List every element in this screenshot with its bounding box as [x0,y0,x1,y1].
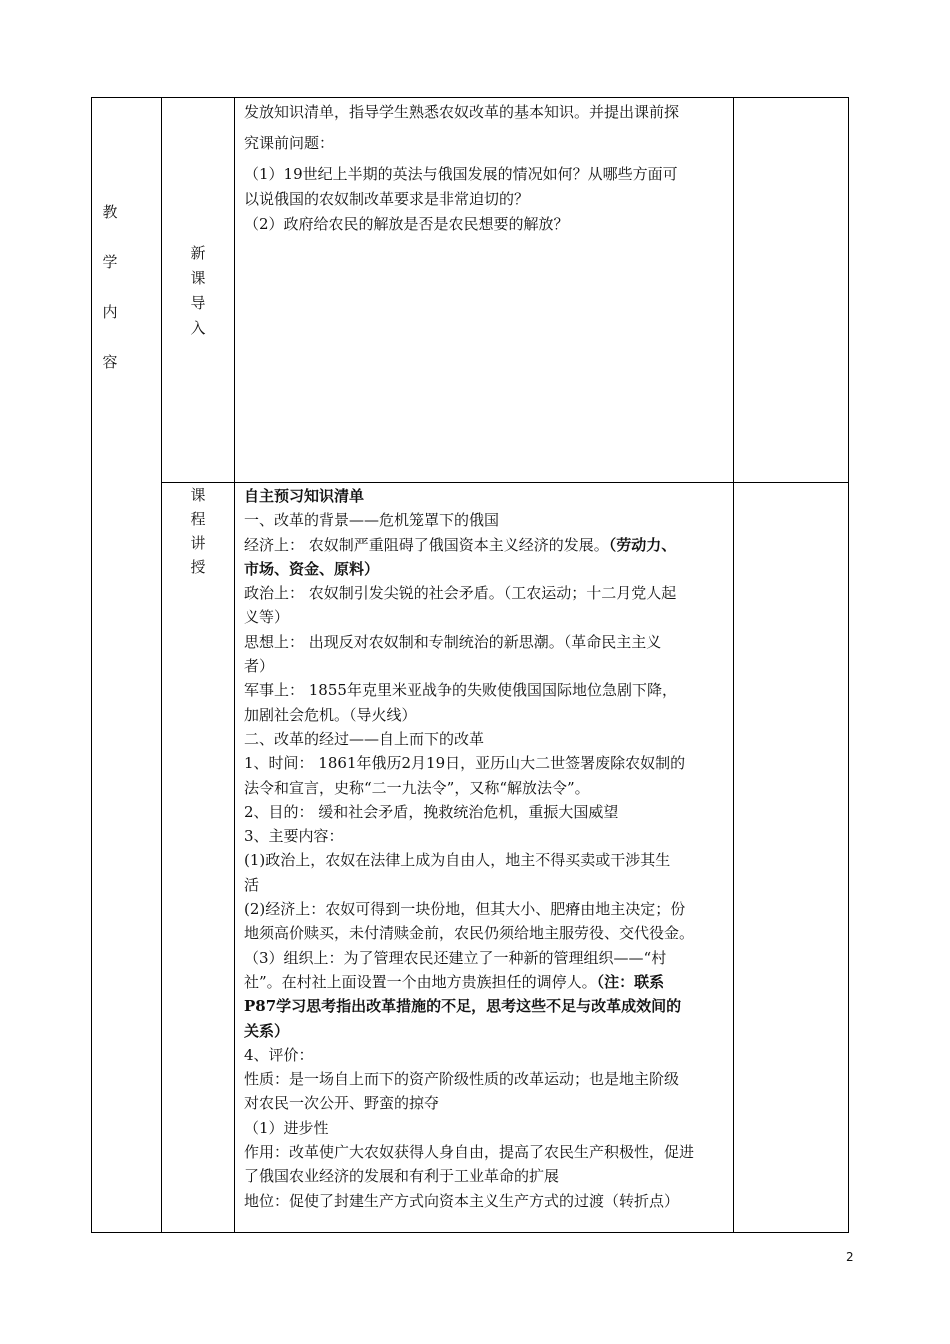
content-politics-cont: 活 [244,875,260,894]
background-politics: 政治上： 农奴制引发尖锐的社会矛盾。（工农运动；十二月党人起 [244,584,677,603]
progress-status: 地位：促使了封建生产方式向资本主义生产方式的过渡（转折点） [244,1191,680,1210]
header-char: 程 [190,510,206,528]
background-economy: 经济上： 农奴制严重阻碍了俄国资本主义经济的发展。（劳动力、 [244,535,677,554]
content-note: P87学习思考指出改革措施的不足，思考这些不足与改革成效间的 [244,997,682,1016]
content-organization: （3）组织上：为了管理农民还建立了一种新的管理组织——“村 [244,948,667,967]
intro-content [244,100,730,237]
reform-time: 1、时间： 1861年俄历2月19日，亚历山大二世签署废除农奴制的 [244,754,686,773]
evaluation-nature-cont: 对农民一次公开、野蛮的掠夺 [244,1094,440,1113]
intro-question-2: （2）政府给农民的解放是否是农民想要的解放？ [244,215,569,233]
header-char: 内 [102,303,118,321]
header-char: 入 [190,319,206,337]
intro-line: 发放知识清单，指导学生熟悉农奴改革的基本知识。并提出课前探 [244,103,680,121]
section-heading: 一、改革的背景——危机笼罩下的俄国 [244,511,500,530]
intro-question-1-cont: 以说俄国的农奴制改革要求是非常迫切的？ [244,190,530,208]
background-thought-cont: 者） [244,657,275,676]
lecture-title: 自主预习知识清单 [244,487,365,505]
page-number: 2 [846,1250,854,1264]
reform-time-cont: 法令和宣言，史称“二一九法令”，又称“解放法令”。 [244,778,590,797]
table-border-top [91,97,849,98]
content-economy: (2)经济上：农奴可得到一块份地，但其大小、肥瘠由地主决定；份 [244,900,686,919]
background-politics-cont: 义等） [244,608,290,627]
content-economy-cont: 地须高价赎买，未付清赎金前，农民仍须给地主服劳役、交代役金。 [244,924,695,943]
table-column-divider [733,97,734,1233]
header-char: 课 [190,486,206,504]
lecture-content [244,484,730,1213]
header-char: 学 [102,253,118,271]
section-label-teaching-content [101,205,119,375]
table-column-divider [234,97,235,1233]
header-char: 讲 [190,534,206,552]
header-char: 课 [190,269,206,287]
intro-line: 究课前问题： [244,134,335,152]
background-thought: 思想上： 出现反对农奴制和专制统治的新思潮。（革命民主主义 [244,632,662,651]
progress-heading: （1）进步性 [244,1118,329,1137]
reform-goal: 2、目的： 缓和社会矛盾，挽救统治危机，重振大国威望 [244,802,619,821]
table-border-bottom [91,1232,849,1233]
content-politics: (1)政治上，农奴在法律上成为自由人，地主不得买卖或干涉其生 [244,851,671,870]
background-military-cont: 加剧社会危机。（导火线） [244,705,417,724]
content-organization-cont: 社”。在村社上面设置一个由地方贵族担任的调停人。（注：联系 [244,972,665,991]
header-char: 授 [190,558,206,576]
reform-content-heading: 3、主要内容： [244,827,344,846]
section-label-course-lecture [189,488,207,580]
intro-question-1: （1）19世纪上半期的英法与俄国发展的情况如何？从哪些方面可 [244,165,678,183]
evaluation-heading: 4、评价： [244,1045,314,1064]
evaluation-nature: 性质：是一场自上而下的资产阶级性质的改革运动；也是地主阶级 [244,1070,680,1089]
background-economy-cont: 市场、资金、原料） [244,559,380,578]
table-column-divider [161,97,162,1233]
content-note-cont: 关系） [244,1021,290,1040]
table-border-right [848,97,849,1233]
progress-effect-cont: 了俄国农业经济的发展和有利于工业革命的扩展 [244,1167,560,1186]
header-char: 导 [190,294,206,312]
table-border-left [91,97,92,1233]
header-char: 新 [190,244,206,262]
table-row-divider [161,482,849,483]
header-char: 容 [102,353,118,371]
header-char: 教 [102,203,118,221]
section-label-new-lesson-intro [189,246,207,341]
progress-effect: 作用：改革使广大农奴获得人身自由，提高了农民生产积极性，促进 [244,1143,695,1162]
section-heading: 二、改革的经过——自上而下的改革 [244,729,485,748]
background-military: 军事上： 1855年克里米亚战争的失败使俄国国际地位急剧下降， [244,681,677,700]
